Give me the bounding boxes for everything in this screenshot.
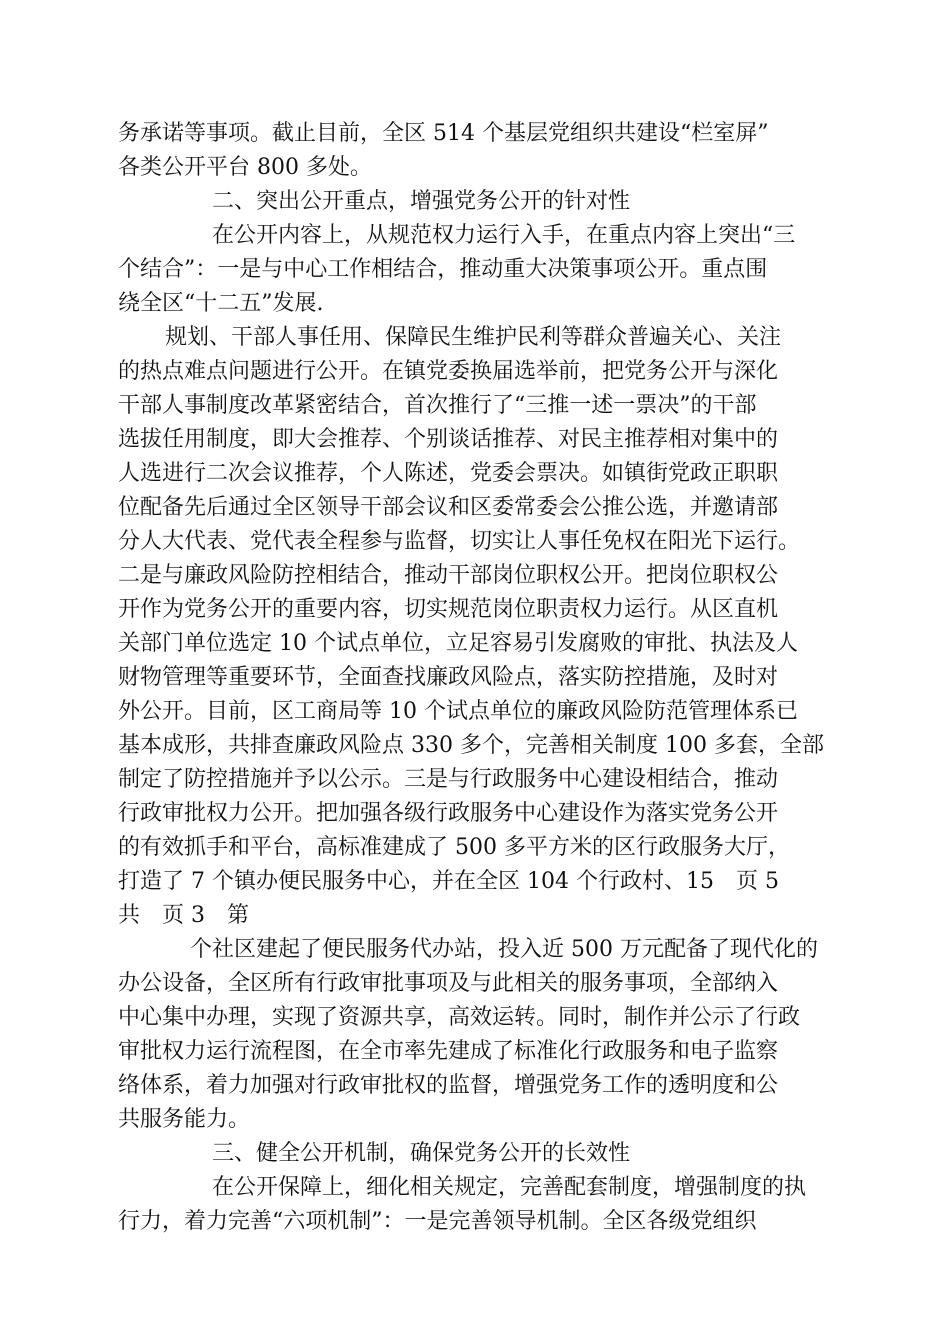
text-line: 在公开内容上，从规范权力运行入手，在重点内容上突出“三 xyxy=(212,223,796,248)
section-heading: 三、健全公开机制，确保党务公开的长效性 xyxy=(212,1141,631,1166)
text-line: 办公设备，全区所有行政审批事项及与此相关的服务事项，全部纳入 xyxy=(118,971,779,996)
text-line: 个结合”：一是与中心工作相结合，推动重大决策事项公开。重点围 xyxy=(118,257,768,282)
text-line: 选拔任用制度，即大会推荐、个别谈话推荐、对民主推荐相对集中的 xyxy=(118,427,779,452)
section-heading: 二、突出公开重点，增强党务公开的针对性 xyxy=(212,189,631,214)
text-line: 规划、干部人事任用、保障民生维护民利等群众普遍关心、关注 xyxy=(165,325,782,350)
text-line: 绕全区“十二五”发展. xyxy=(118,291,324,316)
text-line: 分人大代表、党代表全程参与监督，切实让人事任免权在阳光下运行。 xyxy=(118,529,801,554)
text-line: 的热点难点问题进行公开。在镇党委换届选举前，把党务公开与深化 xyxy=(118,359,779,384)
text-line: 人选进行二次会议推荐，个人陈述，党委会票决。如镇街党政正职职 xyxy=(118,461,779,486)
text-line: 个社区建起了便民服务代办站，投入近 500 万元配备了现代化的 xyxy=(190,937,818,962)
text-line: 关部门单位选定 10 个试点单位，立足容易引发腐败的审批、执法及人 xyxy=(118,631,798,656)
text-line: 干部人事制度改革紧密结合，首次推行了“三推一述一票决”的干部 xyxy=(118,393,757,418)
text-line: 打造了 7 个镇办便民服务中心，并在全区 104 个行政村、15 页 5 xyxy=(118,869,779,894)
text-line: 基本成形，共排查廉政风险点 330 多个，完善相关制度 100 多套，全部 xyxy=(118,733,824,758)
text-line: 制定了防控措施并予以公示。三是与行政服务中心建设相结合，推动 xyxy=(118,767,779,792)
text-line: 二是与廉政风险防控相结合，推动干部岗位职权公开。把岗位职权公 xyxy=(118,563,779,588)
text-line: 行力，着力完善“六项机制”：一是完善领导机制。全区各级党组织 xyxy=(118,1209,757,1234)
text-line: 各类公开平台 800 多处。 xyxy=(118,155,372,180)
text-line: 位配备先后通过全区领导干部会议和区委常委会公推公选，并邀请部 xyxy=(118,495,779,520)
text-line: 中心集中办理，实现了资源共享，高效运转。同时，制作并公示了行政 xyxy=(118,1005,801,1030)
text-line: 络体系，着力加强对行政审批权的监督，增强党务工作的透明度和公 xyxy=(118,1073,779,1098)
text-line: 在公开保障上，细化相关规定，完善配套制度，增强制度的执 xyxy=(212,1175,807,1200)
text-line: 外公开。目前，区工商局等 10 个试点单位的廉政风险防范管理体系已 xyxy=(118,699,798,724)
text-line: 共服务能力。 xyxy=(118,1107,251,1132)
text-line: 行政审批权力公开。把加强各级行政服务中心建设作为落实党务公开 xyxy=(118,801,779,826)
page-footer: 共 页 3 第 xyxy=(118,903,249,928)
text-line: 审批权力运行流程图，在全市率先建成了标准化行政服务和电子监察 xyxy=(118,1039,779,1064)
text-line: 财物管理等重要环节，全面查找廉政风险点，落实防控措施，及时对 xyxy=(118,665,779,690)
text-line: 开作为党务公开的重要内容，切实规范岗位职责权力运行。从区直机 xyxy=(118,597,779,622)
text-line: 务承诺等事项。截止目前，全区 514 个基层党组织共建设“栏室屏” xyxy=(118,121,769,146)
text-line: 的有效抓手和平台，高标准建成了 500 多平方米的区行政服务大厅， xyxy=(118,835,790,860)
